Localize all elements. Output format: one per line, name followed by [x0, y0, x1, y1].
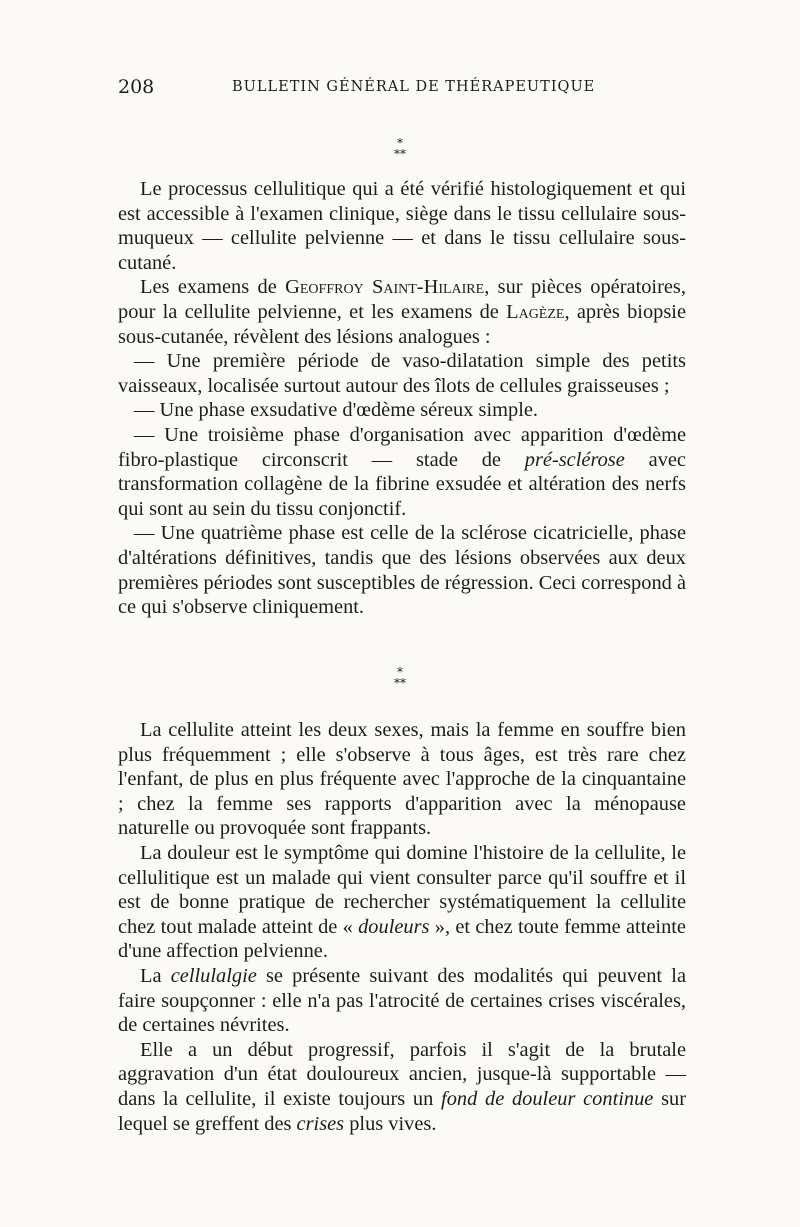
paragraph: Le processus cellulitique qui a été vérifié histologiquement et qui est accessible à l'examen clinique, siège dans le tissu cellulaire sous-muqueux — cellulite pelvienne — et dans le tissu cellulaire sous-cutané. [118, 178, 686, 274]
paragraph: — Une troisième phase d'organisation avec apparition d'œdème fibro-plastique circonscrit — stade de pré-sclérose avec transformation collagène de la fibrine exsudée et altération des nerfs qui sont au sein du tissu conjonctif. [118, 423, 686, 520]
paragraph: Elle a un début progressif, parfois il s'agit de la brutale aggravation d'un état douloureux ancien, jusque-là supportable — dans la cellulite, il existe toujours un fond de douleur continue sur lequel se greffent des crises plus vives. [118, 1038, 686, 1135]
paragraph: La cellulite atteint les deux sexes, mais la femme en souffre bien plus fréquemment ; elle s'observe à tous âges, est très rare chez l'enfant, de plus en plus fréquente avec l'approche de la cinquantaine ; chez la femme ses rapports d'apparition avec la ménopause naturelle ou provoquée sont frappants. [118, 719, 686, 840]
paragraph: La douleur est le symptôme qui domine l'histoire de la cellulite, le cellulitique est un malade qui vient consulter parce qu'il souffre et il est de bonne pratique de rechercher systématiquement la cellulite chez tout malade atteint de « douleurs », et chez toute femme atteinte d'une affection pelvienne. [118, 841, 686, 963]
paragraph: — Une phase exsudative d'œdème séreux simple. [134, 399, 539, 422]
section-separator-asterism: * ** [394, 136, 406, 161]
page-header [118, 76, 688, 100]
emphasis: pré-sclérose [524, 448, 625, 471]
emphasis: crises [296, 1112, 345, 1135]
emphasis: cellulalgie [170, 964, 257, 987]
running-title: BULLETIN GÉNÉRAL DE THÉRAPEUTIQUE [232, 79, 596, 95]
paragraph: — Une première période de vaso-dilatation simple des petits vaisseaux, localisée surtout autour des îlots de cellules graisseuses ; [118, 350, 686, 397]
emphasis: douleurs [358, 915, 430, 938]
paragraph: La cellulalgie se présente suivant des modalités qui peuvent la faire soupçonner : elle n'a pas l'atrocité de certaines crises viscérales, de certaines névrites. [118, 964, 686, 1037]
paragraph: Les examens de Geoffroy Saint-Hilaire, sur pièces opératoires, pour la cellulite pelvienne, et les examens de Lagèze, après biopsie sous-cutanée, révèlent des lésions analogues : [118, 276, 687, 348]
paragraph: — Une quatrième phase est celle de la sclérose cicatricielle, phase d'altérations définitives, tandis que des lésions observées aux deux premières périodes sont susceptibles de régression. Ceci correspond à ce qui s'observe cliniquement. [118, 522, 686, 619]
section-1-text [118, 177, 686, 620]
author-name: Lagèze [506, 300, 565, 323]
section-separator-asterism: * ** [394, 665, 406, 690]
page-number: 208 [118, 76, 155, 98]
emphasis: fond de douleur continue [441, 1087, 654, 1110]
author-name: Geoffroy Saint-Hilaire [285, 276, 485, 299]
section-2-text [118, 718, 686, 1136]
